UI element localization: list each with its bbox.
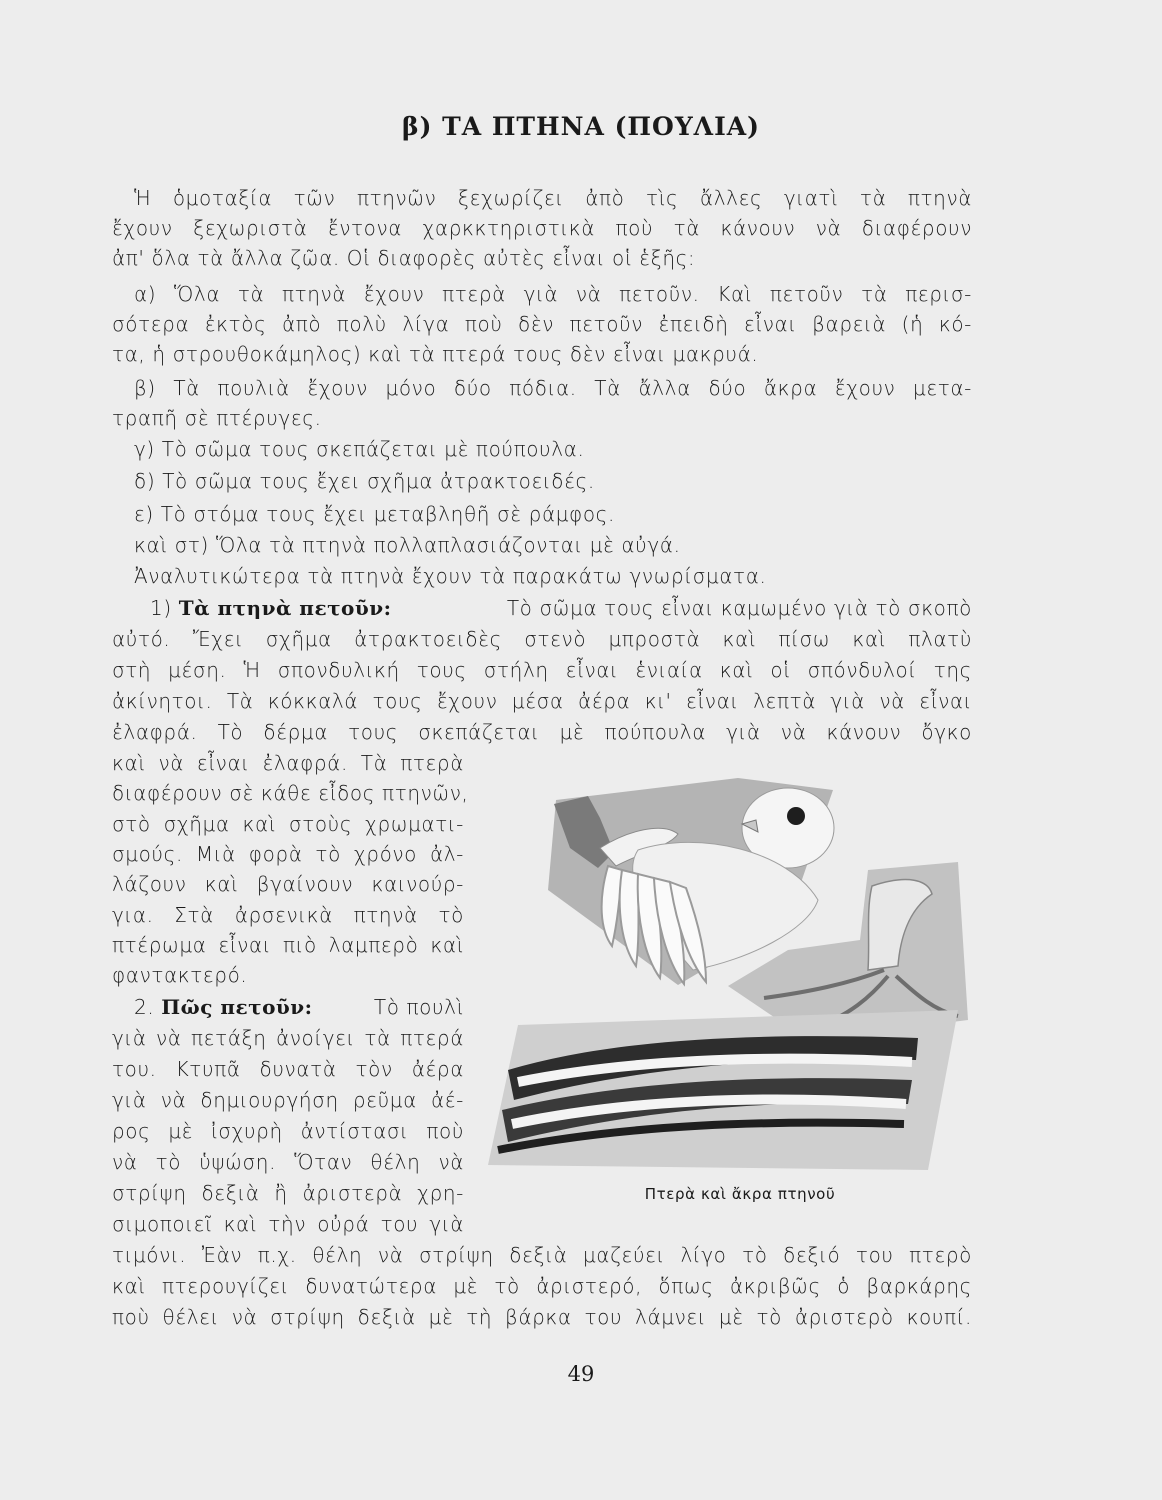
text-line: νὰ τὸ ὑψώση. Ὅταν θέλη νὰ bbox=[112, 1150, 464, 1174]
text-line: ἀπ' ὅλα τὰ ἄλλα ζῶα. Οἱ διαφορὲς αὐτὲς εἶναι οἱ ἑξῆς: bbox=[112, 246, 696, 270]
text-line: α) Ὅλα τὰ πτηνὰ ἔχουν πτερὰ γιὰ νὰ πετοῦν. Καὶ πετοῦν τὰ περισ- bbox=[134, 282, 972, 306]
text-line: του. Κτυπᾶ δυνατὰ τὸν ἀέρα bbox=[112, 1057, 464, 1081]
text-line: ἐλαφρά. Τὸ δέρμα τους σκεπάζεται μὲ πούπουλα γιὰ νὰ κάνουν ὄγκο bbox=[112, 720, 972, 744]
text-line: φαντακτερό. bbox=[112, 963, 248, 987]
chick-eye bbox=[787, 807, 805, 825]
text-line: σιμοποιεῖ καὶ τὴν οὐρά του γιὰ bbox=[112, 1212, 464, 1236]
text-line: σότερα ἐκτὸς ἀπὸ πολὺ λίγα ποὺ δὲν πετοῦν ἐπειδὴ εἶναι βαρειὰ (ἡ κό- bbox=[112, 312, 972, 336]
text-line: καὶ πτερουγίζει δυνατώτερα μὲ τὸ ἀριστερό, ὅπως ἀκριβῶς ὁ βαρκάρης bbox=[112, 1274, 972, 1298]
section-2-heading: 2. Πῶς πετοῦν: bbox=[134, 995, 313, 1019]
text-line: τα, ἡ στρουθοκάμηλος) καὶ τὰ πτερά τους δὲν εἶναι μακρυά. bbox=[112, 342, 759, 366]
text-fragment: Τὸ σῶμα τους εἶναι καμωμένο γιὰ τὸ σκοπὸ bbox=[506, 596, 972, 620]
text-fragment: Τὸ πουλὶ bbox=[373, 995, 464, 1019]
section-1-heading: 1) Τὰ πτηνὰ πετοῦν: bbox=[150, 596, 392, 620]
bird-wing-and-foot-illustration bbox=[488, 770, 978, 1180]
text-line: γιὰ νὰ δημιουργήση ρεῦμα ἀέ- bbox=[112, 1088, 464, 1112]
text-line: στρίψη δεξιὰ ἢ ἀριστερὰ χρη- bbox=[112, 1181, 464, 1205]
text-line: ε) Τὸ στόμα τους ἔχει μεταβληθῆ σὲ ράμφος. bbox=[134, 502, 615, 526]
section-2-first-line bbox=[134, 992, 464, 1022]
text-line: τραπῆ σὲ πτέρυγες. bbox=[112, 406, 322, 430]
text-line: β) Τὰ πουλιὰ ἔχουν μόνο δύο πόδια. Τὰ ἄλλα δύο ἄκρα ἔχουν μετα- bbox=[134, 376, 972, 400]
text-line: αὐτό. Ἔχει σχῆμα ἀτρακτοειδὲς στενὸ μπροστὰ καὶ πίσω καὶ πλατὺ bbox=[112, 627, 972, 651]
text-line: ἀκίνητοι. Τὰ κόκκαλά τους ἔχουν μέσα ἀέρα κι' εἶναι λεπτὰ γιὰ νὰ εἶναι bbox=[112, 689, 972, 713]
text-line: γ) Τὸ σῶμα τους σκεπάζεται μὲ πούπουλα. bbox=[134, 437, 585, 461]
text-line: για. Στὰ ἀρσενικὰ πτηνὰ τὸ bbox=[112, 903, 464, 927]
text-line: στὴ μέση. Ἡ σπονδυλική τους στήλη εἶναι ἑνιαία καὶ οἱ σπόνδυλοί της bbox=[112, 658, 972, 682]
text-line: καὶ στ) Ὅλα τὰ πτηνὰ πολλαπλασιάζονται μὲ αὐγά. bbox=[134, 533, 681, 557]
page-number: 49 bbox=[567, 1362, 595, 1386]
figure-caption: Πτερὰ καὶ ἄκρα πτηνοῦ bbox=[644, 1185, 836, 1203]
text-line: στὸ σχῆμα καὶ στοὺς χρωματι- bbox=[112, 812, 464, 836]
section-1-first-line bbox=[150, 593, 972, 623]
text-line: σμούς. Μιὰ φορὰ τὸ χρόνο ἀλ- bbox=[112, 842, 464, 866]
text-line: λάζουν καὶ βγαίνουν καινούρ- bbox=[112, 872, 464, 896]
text-line: καὶ νὰ εἶναι ἐλαφρά. Τὰ πτερὰ bbox=[112, 751, 464, 775]
text-line: ρος μὲ ἰσχυρὴ ἀντίστασι ποὺ bbox=[112, 1119, 464, 1143]
text-line: Ἡ ὁμοταξία τῶν πτηνῶν ξεχωρίζει ἀπὸ τὶς ἄλλες γιατὶ τὰ πτηνὰ bbox=[134, 186, 972, 210]
text-line: ποὺ θέλει νὰ στρίψη δεξιὰ μὲ τὴ βάρκα του λάμνει μὲ τὸ ἀριστερὸ κουπί. bbox=[112, 1305, 972, 1329]
text-line: τιμόνι. Ἐὰν π.χ. θέλη νὰ στρίψη δεξιὰ μαζεύει λίγο τὸ δεξιό του πτερὸ bbox=[112, 1243, 972, 1267]
text-line: ἔχουν ξεχωριστὰ ἔντονα χαρκκτηριστικὰ ποὺ τὰ κάνουν νὰ διαφέρουν bbox=[112, 216, 972, 240]
page-title: β) ΤΑ ΠΤΗΝΑ (ΠΟΥΛΙΑ) bbox=[401, 112, 760, 141]
text-line: πτέρωμα εἶναι πιὸ λαμπερὸ καὶ bbox=[112, 933, 464, 957]
text-line: δ) Τὸ σῶμα τους ἔχει σχῆμα ἀτρακτοειδές. bbox=[134, 469, 595, 493]
text-line: Ἀναλυτικώτερα τὰ πτηνὰ ἔχουν τὰ παρακάτω γνωρίσματα. bbox=[134, 564, 767, 588]
text-line: διαφέρουν σὲ κάθε εἶδος πτηνῶν, bbox=[112, 781, 469, 805]
text-line: γιὰ νὰ πετάξη ἀνοίγει τὰ πτερά bbox=[112, 1026, 464, 1050]
